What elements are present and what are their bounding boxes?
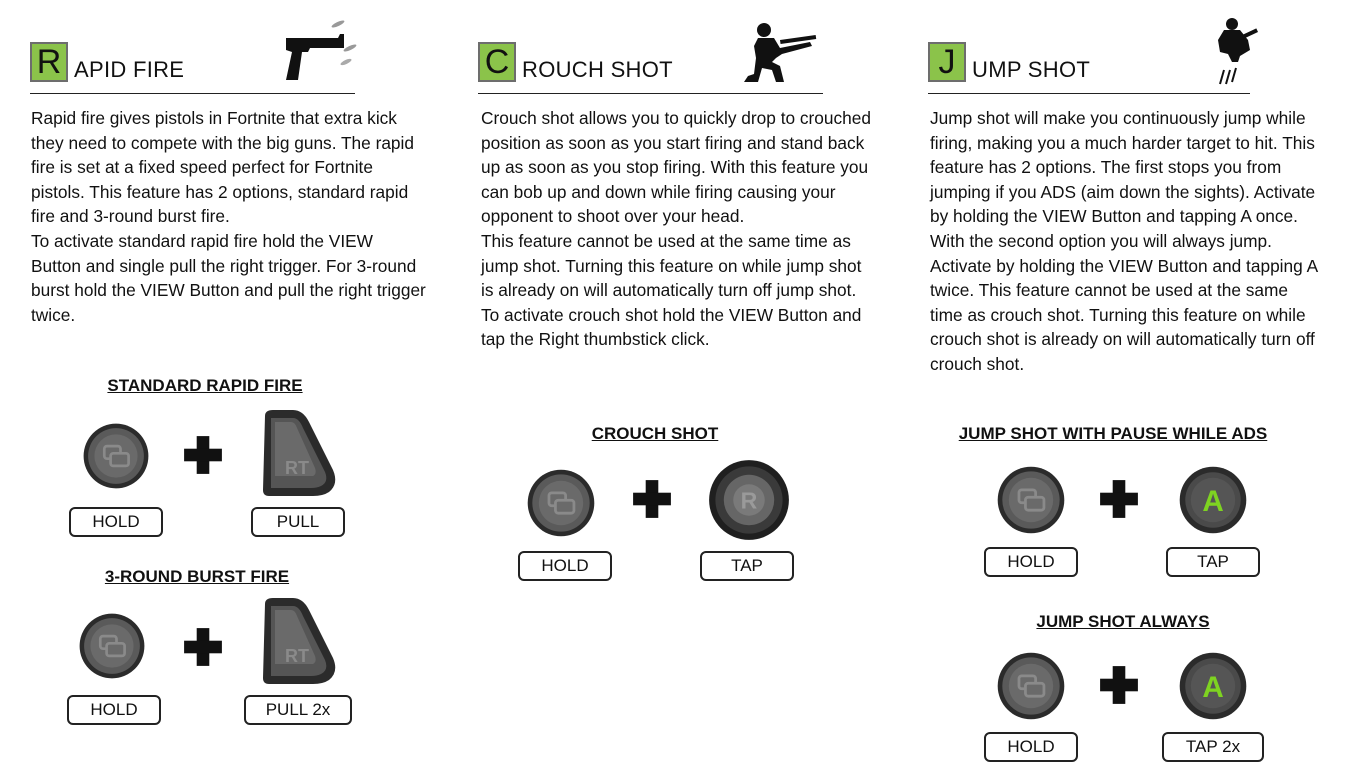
view-button-icon [524, 466, 598, 540]
view-button-icon [994, 463, 1068, 537]
title-underline [30, 93, 355, 94]
pull-label: PULL [251, 507, 345, 537]
section-title: APID FIRE [74, 57, 185, 82]
description-paragraph: To activate crouch shot hold the VIEW Button and tap the Right thumbstick click. [481, 304, 862, 350]
view-button-icon [994, 649, 1068, 723]
description [31, 106, 426, 327]
pull-2x-label: PULL 2x [244, 695, 352, 725]
description-paragraph: Rapid fire gives pistols in Fortnite that extra kick they need to compete with the big guns. The rapid fire is set at a fixed speed perfect for Fortnite pistols. This feature has 2 options, standard rapid fire and 3-round burst fire. [31, 108, 414, 227]
tap-label: TAP [700, 551, 794, 581]
rt-trigger-icon [258, 596, 340, 686]
rapid-fire-column [0, 0, 450, 783]
tap-2x-label: TAP 2x [1162, 732, 1264, 762]
hold-label: HOLD [518, 551, 612, 581]
right-thumbstick-icon [707, 458, 791, 542]
description [930, 106, 1325, 377]
view-button-icon [80, 420, 152, 492]
title-letter-box: C [478, 42, 516, 82]
description-paragraph: To activate standard rapid fire hold the VIEW Button and single pull the right trigger. For 3-round burst hold the VIEW Button and pull the right trigger twice. [31, 230, 426, 325]
plus-icon [631, 478, 673, 520]
a-button-icon [1176, 463, 1250, 537]
section-title: UMP SHOT [972, 57, 1091, 82]
plus-icon [1098, 664, 1140, 706]
combo-heading: JUMP SHOT ALWAYS [1036, 612, 1210, 631]
pistol-icon [280, 18, 360, 84]
plus-icon [1098, 478, 1140, 520]
description-paragraph: Jump shot will make you continuously jump while firing, making you a much harder target to hit. This feature has 2 options. The first stops you from jumping if you ADS (aim down the sights). Activate by holding the VIEW Button and tapping A once. With the second option you will always jump. Activate by holding the VIEW Button and tapping A twice. This feature cannot be used at the same time as crouch shot. Turning this feature on while crouch shot is already on will automatically turn off crouch shot. [930, 108, 1318, 374]
combo-heading: 3-ROUND BURST FIRE [104, 567, 290, 586]
plus-icon [182, 434, 224, 476]
rt-trigger-icon [258, 408, 340, 498]
title-letter-box: R [30, 42, 68, 82]
section-title: ROUCH SHOT [522, 57, 673, 82]
view-button-icon [76, 610, 148, 682]
crouch-shot-column [450, 0, 910, 783]
description-paragraph: This feature cannot be used at the same time as jump shot. Turning this feature on while jump shot is already on will automatically turn off jump shot. [481, 230, 862, 301]
description-paragraph: Crouch shot allows you to quickly drop to crouched position as soon as you start firing and stand back up as soon as you stop firing. With this feature you can bob up and down while firing causing your opponent to shoot over your head. [481, 108, 871, 227]
combo-heading: CROUCH SHOT [591, 424, 719, 443]
hold-label: HOLD [69, 507, 163, 537]
plus-icon [182, 626, 224, 668]
combo-heading: JUMP SHOT WITH PAUSE WHILE ADS [958, 424, 1268, 443]
tap-label: TAP [1166, 547, 1260, 577]
hold-label: HOLD [67, 695, 161, 725]
jumping-soldier-icon [1210, 16, 1260, 88]
combo-heading: STANDARD RAPID FIRE [107, 376, 303, 395]
hold-label: HOLD [984, 732, 1078, 762]
a-button-icon [1176, 649, 1250, 723]
jump-shot-column [900, 0, 1371, 783]
kneeling-soldier-icon [740, 18, 820, 86]
hold-label: HOLD [984, 547, 1078, 577]
title-underline [928, 93, 1250, 94]
title-underline [478, 93, 823, 94]
title-letter-box: J [928, 42, 966, 82]
description [481, 106, 876, 352]
